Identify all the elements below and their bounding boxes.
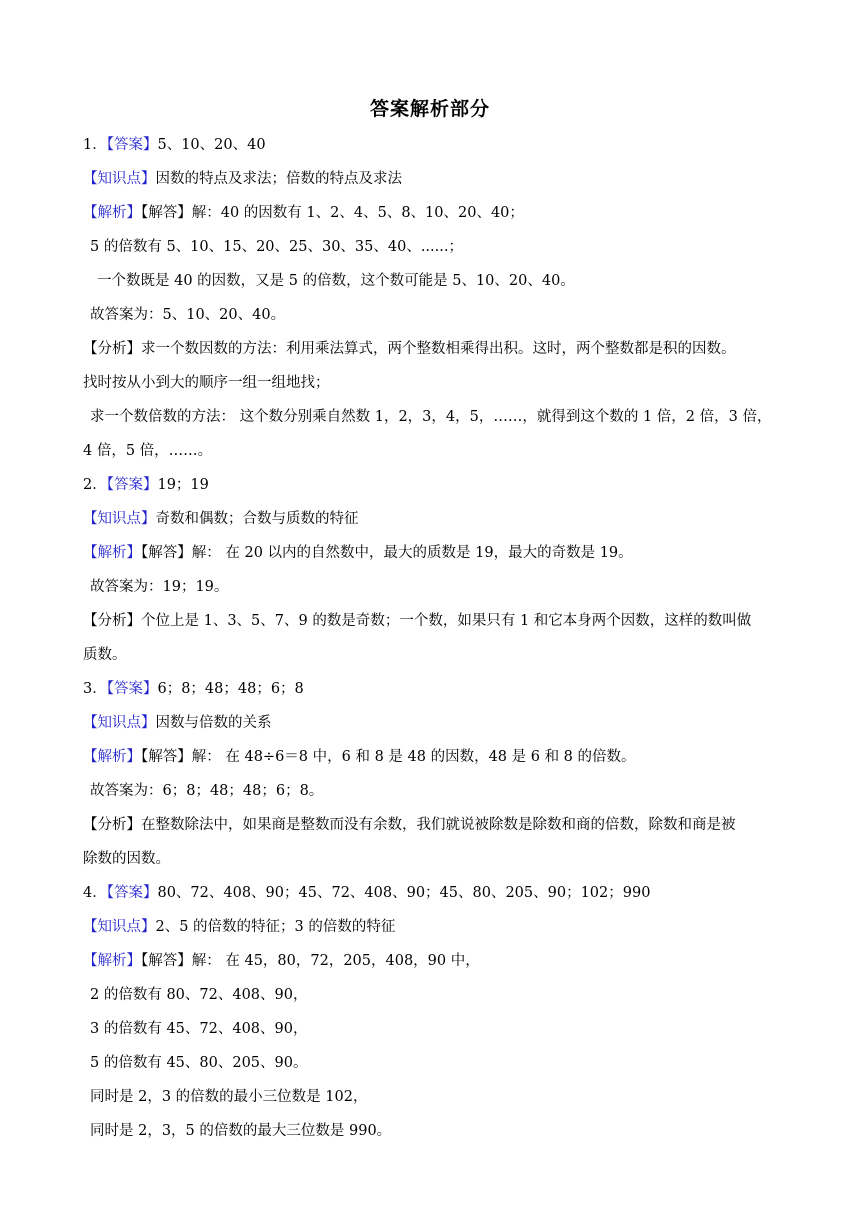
q1-answer: 5、10、20、40 bbox=[157, 137, 266, 153]
q2-analysis-line bbox=[83, 543, 633, 563]
q3-text-4: 除数的因数。 bbox=[83, 851, 170, 867]
q1-explain-line bbox=[83, 339, 736, 359]
q3-knowledge: 因数与倍数的关系 bbox=[155, 715, 272, 731]
analysis-tag: 【解析】 bbox=[83, 205, 141, 221]
q1-answer-line bbox=[83, 135, 266, 155]
q1-text-4: 故答案为：5、10、20、40。 bbox=[90, 307, 286, 323]
q4-text-3: 3 的倍数有 45、72、408、90， bbox=[90, 1021, 308, 1037]
solve-tag: 【解答】 bbox=[141, 205, 192, 221]
q1-text-1: 解：40 的因数有 1、2、4、5、8、10、20、40； bbox=[191, 205, 524, 221]
q1-text-3: 一个数既是 40 的因数，又是 5 的倍数，这个数可能是 5、10、20、40。 bbox=[97, 273, 575, 289]
q4-text-1: 解： 在 45，80，72，205，408，90 中， bbox=[191, 953, 480, 969]
q2-number: 2． bbox=[83, 477, 107, 493]
q4-answer: 80、72、408、90；45、72、408、90；45、80、205、90；102；990 bbox=[157, 885, 651, 901]
q2-knowledge-line bbox=[83, 509, 359, 529]
q2-text-3: 个位上是 1、3、5、7、9 的数是奇数；一个数，如果只有 1 和它本身两个因数，这样的数叫做 bbox=[141, 613, 752, 629]
q3-knowledge-line bbox=[83, 713, 272, 733]
q3-explain-line bbox=[83, 815, 736, 835]
q4-knowledge: 2、5 的倍数的特征；3 的倍数的特征 bbox=[155, 919, 396, 935]
q3-answer-line bbox=[83, 679, 304, 699]
explain-tag: 【分析】 bbox=[83, 817, 141, 833]
q3-analysis-line bbox=[83, 747, 636, 767]
q4-number: 4． bbox=[83, 885, 107, 901]
q2-text-4: 质数。 bbox=[83, 647, 127, 663]
knowledge-tag: 【知识点】 bbox=[83, 171, 156, 187]
q2-explain-line bbox=[83, 611, 751, 631]
q1-knowledge: 因数的特点及求法；倍数的特点及求法 bbox=[155, 171, 402, 187]
analysis-tag: 【解析】 bbox=[83, 749, 141, 765]
q3-text-3: 在整数除法中，如果商是整数而没有余数，我们就说被除数是除数和商的倍数，除数和商是被 bbox=[141, 817, 736, 833]
answer-tag: 【答案】 bbox=[106, 681, 158, 697]
q4-text-2: 2 的倍数有 80、72、408、90， bbox=[90, 987, 308, 1003]
q1-text-8: 4 倍，5 倍，……。 bbox=[83, 443, 213, 459]
solve-tag: 【解答】 bbox=[141, 545, 192, 561]
q4-answer-line bbox=[83, 883, 650, 903]
q1-number: 1． bbox=[83, 137, 107, 153]
q3-text-1: 解： 在 48÷6＝8 中，6 和 8 是 48 的因数，48 是 6 和 8 的倍数。 bbox=[191, 749, 636, 765]
answer-tag: 【答案】 bbox=[106, 885, 158, 901]
analysis-tag: 【解析】 bbox=[83, 545, 141, 561]
explain-tag: 【分析】 bbox=[83, 613, 141, 629]
q1-text-2: 5 的倍数有 5、10、15、20、25、30、35、40、......； bbox=[90, 239, 463, 255]
explain-tag: 【分析】 bbox=[83, 341, 141, 357]
q3-answer: 6；8；48；48；6；8 bbox=[157, 681, 304, 697]
knowledge-tag: 【知识点】 bbox=[83, 511, 156, 527]
q1-text-5: 求一个数因数的方法：利用乘法算式，两个整数相乘得出积。这时，两个整数都是积的因数。 bbox=[141, 341, 736, 357]
q2-text-2: 故答案为：19；19。 bbox=[90, 579, 229, 595]
q3-number: 3． bbox=[83, 681, 107, 697]
q4-text-5: 同时是 2，3 的倍数的最小三位数是 102， bbox=[90, 1089, 368, 1105]
answer-tag: 【答案】 bbox=[106, 477, 158, 493]
answer-tag: 【答案】 bbox=[106, 137, 158, 153]
q2-answer: 19；19 bbox=[157, 477, 209, 493]
q1-knowledge-line bbox=[83, 169, 402, 189]
q2-text-1: 解： 在 20 以内的自然数中，最大的质数是 19，最大的奇数是 19。 bbox=[191, 545, 633, 561]
q3-text-2: 故答案为：6；8；48；48；6；8。 bbox=[90, 783, 324, 799]
solve-tag: 【解答】 bbox=[141, 953, 192, 969]
q2-answer-line bbox=[83, 475, 209, 495]
q4-text-4: 5 的倍数有 45、80、205、90。 bbox=[90, 1055, 308, 1071]
q4-knowledge-line bbox=[83, 917, 395, 937]
q1-text-6: 找时按从小到大的顺序一组一组地找； bbox=[83, 375, 330, 391]
q4-text-6: 同时是 2，3，5 的倍数的最大三位数是 990。 bbox=[90, 1123, 392, 1139]
q1-text-7: 求一个数倍数的方法： 这个数分别乘自然数 1，2，3，4，5，……，就得到这个数的 1 倍，2 倍，3 倍， bbox=[90, 409, 772, 425]
knowledge-tag: 【知识点】 bbox=[83, 715, 156, 731]
q1-analysis-line bbox=[83, 203, 524, 223]
knowledge-tag: 【知识点】 bbox=[83, 919, 156, 935]
solve-tag: 【解答】 bbox=[141, 749, 192, 765]
q2-knowledge: 奇数和偶数；合数与质数的特征 bbox=[155, 511, 359, 527]
page-title: 答案解析部分 bbox=[369, 98, 490, 120]
q4-analysis-line bbox=[83, 951, 480, 971]
analysis-tag: 【解析】 bbox=[83, 953, 141, 969]
